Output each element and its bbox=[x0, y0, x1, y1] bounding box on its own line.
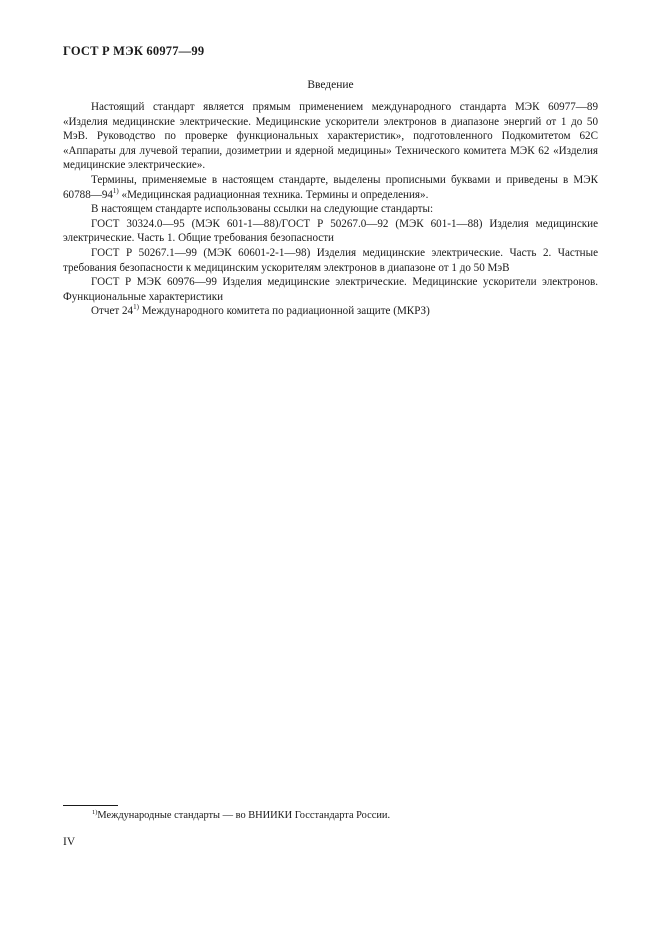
reference-gost-30324: ГОСТ 30324.0—95 (МЭК 601-1—88)/ГОСТ Р 50267.0—92 (МЭК 601-1—88) Изделия медицинские электрические. Часть 1. Общие требования безопасности bbox=[63, 217, 598, 245]
footnote-marker: 1) bbox=[92, 809, 98, 816]
footnote-text: Международные стандарты — во ВНИИКИ Госстандарта России. bbox=[97, 810, 391, 821]
paragraph-terms-text-end: «Медицинская радиационная техника. Термины и определения». bbox=[118, 188, 429, 201]
footnote-divider bbox=[63, 805, 118, 806]
reference-gost-60976: ГОСТ Р МЭК 60976—99 Изделия медицинские электрические. Медицинские ускорители электронов. Функциональные характеристики bbox=[63, 276, 598, 303]
reference-icrp-text-end: Международного комитета по радиационной защите (МКРЗ) bbox=[138, 305, 430, 318]
footnote bbox=[92, 810, 390, 821]
reference-icrp-text: Отчет 24 bbox=[91, 305, 134, 318]
reference-icrp-report bbox=[63, 304, 598, 319]
document-code: ГОСТ Р МЭК 60977—99 bbox=[63, 44, 205, 58]
page-number: IV bbox=[63, 836, 76, 848]
introduction-body bbox=[63, 100, 598, 319]
paragraph-terms bbox=[63, 173, 598, 202]
paragraph-standard-basis: Настоящий стандарт является прямым применением международного стандарта МЭК 60977—89 «Изделия медицинские электрические. Медицинские ускорители электронов в диапазоне энергий от 1 до 50 МэВ. Руководство по проверке функциональных характеристик», подготовленного Подкомитетом 62С «Аппараты для лучевой терапии, дозиметрии и ядерной медицины» Технического комитета МЭК 62 «Изделия медицинские электрические». bbox=[63, 101, 598, 172]
reference-gost-50267-1: ГОСТ Р 50267.1—99 (МЭК 60601-2-1—98) Изделия медицинские электрические. Часть 2. Частные требования безопасности к медицинским ускорителям электронов в диапазоне от 1 до 50 МэВ bbox=[63, 246, 598, 274]
footnote-reference: 1) bbox=[133, 303, 139, 312]
paragraph-terms-text: Термины, применяемые в настоящем стандарте, выделены прописными буквами и приведены в МЭК 60788—94 bbox=[63, 173, 598, 201]
section-title: Введение bbox=[307, 79, 354, 91]
paragraph-references-intro: В настоящем стандарте использованы ссылки на следующие стандарты: bbox=[91, 203, 434, 216]
footnote-reference: 1) bbox=[112, 186, 119, 195]
